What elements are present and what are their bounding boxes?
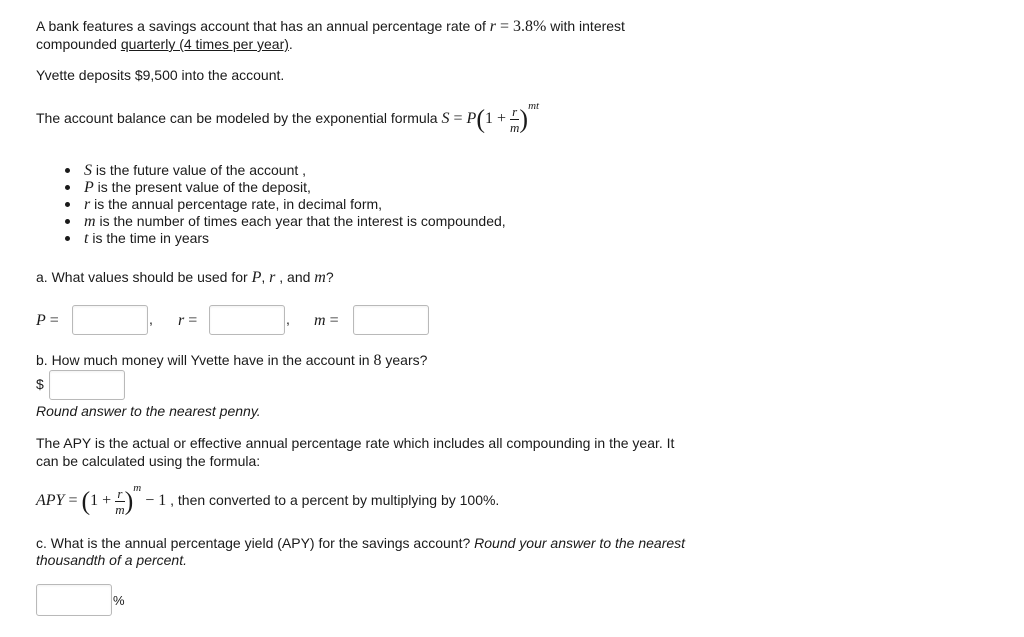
math-S: S bbox=[441, 110, 450, 127]
intro-line-2 bbox=[36, 36, 293, 52]
definition-item: m is the number of times each year that the interest is compounded, bbox=[84, 213, 506, 230]
comma: , bbox=[149, 311, 153, 327]
intro-text-2: compounded bbox=[36, 36, 121, 52]
P-input[interactable] bbox=[72, 305, 148, 335]
definition-item: P is the present value of the deposit, bbox=[84, 179, 506, 196]
label-m: m bbox=[314, 312, 326, 329]
right-paren: ) bbox=[124, 486, 134, 516]
r-label-wrap: r = bbox=[178, 312, 198, 329]
exponent-m: m bbox=[133, 482, 142, 494]
dollar-sign: $ bbox=[36, 376, 44, 392]
part-b-note: Round answer to the nearest penny. bbox=[36, 403, 261, 419]
math-r: r bbox=[489, 18, 496, 35]
part-a-inputs: P = bbox=[36, 312, 59, 329]
intro-text-end: with interest bbox=[546, 18, 625, 34]
r-input[interactable] bbox=[209, 305, 285, 335]
part-c-question-2: thousandth of a percent. bbox=[36, 552, 187, 568]
math-P: P bbox=[466, 110, 477, 127]
part-a-question: a. What values should be used for P, r , and m? bbox=[36, 269, 334, 286]
apy-tail-text: , then converted to a percent by multiplying by 100%. bbox=[166, 492, 500, 508]
apy-formula: APY = (1 + $\frac{r}{m}$ )$^m$ − 1 , then converted to a percent by multiplying by 100%. bbox=[36, 482, 500, 517]
math-one-plus: 1 + bbox=[484, 110, 511, 127]
intro-text: A bank features a savings account that has an annual percentage rate of bbox=[36, 18, 490, 34]
deposit-text: Yvette deposits $9,500 into the account. bbox=[36, 67, 285, 83]
fraction-denominator: m bbox=[510, 119, 520, 135]
label-r: r bbox=[178, 312, 185, 329]
balance-input[interactable] bbox=[49, 370, 125, 400]
definition-item: S is the future value of the account , bbox=[84, 162, 506, 179]
formula-line bbox=[36, 98, 539, 138]
apy-paragraph-2: can be calculated using the formula: bbox=[36, 453, 261, 469]
math-rate: = 3.8% bbox=[496, 18, 547, 35]
m-label-wrap: m = bbox=[314, 312, 339, 329]
math-eq: = bbox=[449, 110, 467, 127]
m-input[interactable] bbox=[353, 305, 429, 335]
part-c-question: c. What is the annual percentage yield (APY) for the savings account? Round your answer to the nearest bbox=[36, 535, 686, 551]
fraction-r-over-m bbox=[510, 105, 519, 134]
comma: , bbox=[286, 311, 290, 327]
period: . bbox=[288, 36, 293, 52]
left-paren: ( bbox=[81, 486, 91, 516]
right-paren: ) bbox=[519, 104, 529, 134]
exponent-mt: mt bbox=[528, 100, 540, 112]
apy-input[interactable] bbox=[36, 584, 112, 616]
left-paren: ( bbox=[476, 104, 485, 134]
math-APY: APY bbox=[36, 492, 65, 509]
formula-lead: The account balance can be modeled by the exponential formula bbox=[36, 110, 442, 126]
label-P: P bbox=[36, 312, 46, 329]
apy-paragraph-1: The APY is the actual or effective annual percentage rate which includes all compounding in the year. It bbox=[36, 435, 675, 451]
quarterly-link[interactable]: quarterly (4 times per year) bbox=[120, 36, 289, 52]
fraction-r-over-m: $\frac{r}{m}$ bbox=[115, 485, 125, 517]
part-b-question: b. How much money will Yvette have in the account in 8 years? bbox=[36, 352, 428, 369]
definition-item: r is the annual percentage rate, in decimal form, bbox=[84, 196, 506, 213]
percent-sign: % bbox=[113, 593, 125, 608]
fraction-numerator: r bbox=[512, 103, 518, 119]
definitions-list bbox=[84, 162, 506, 247]
definition-item: t is the time in years bbox=[84, 230, 506, 247]
intro-line-1 bbox=[36, 18, 625, 36]
